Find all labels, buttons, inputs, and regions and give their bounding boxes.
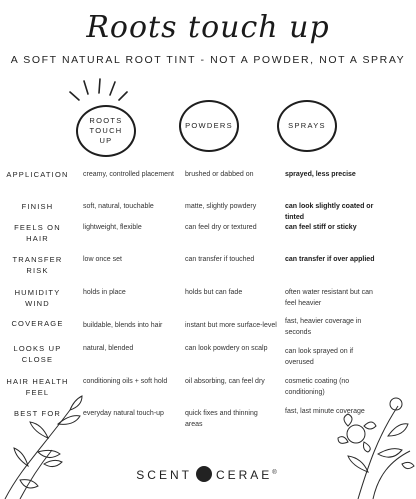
column-header-line: ROOTS bbox=[89, 116, 123, 125]
column-header-line: POWDERS bbox=[185, 121, 233, 130]
column-header-sprays bbox=[277, 100, 337, 152]
cell-powders: instant but more surface-level bbox=[185, 322, 277, 329]
cell-roots: conditioning oils + soft hold bbox=[83, 378, 168, 385]
cell-sprays: can feel stiff or sticky bbox=[285, 224, 357, 231]
cell-roots: lightweight, flexible bbox=[83, 224, 142, 231]
page-title: Roots touch up bbox=[86, 10, 330, 45]
registered-mark: ® bbox=[272, 470, 280, 477]
cell-powders: quick fixes and thinning areas bbox=[185, 410, 258, 428]
column-header-line: TOUCH bbox=[89, 126, 123, 135]
cell-sprays: can transfer if over applied bbox=[285, 256, 375, 263]
cell-sprays: can look slightly coated or tinted bbox=[285, 203, 374, 221]
cell-sprays: cosmetic coating (no conditioning) bbox=[285, 378, 350, 396]
cell-powders: matte, slightly powdery bbox=[185, 203, 257, 210]
cell-powders: brushed or dabbed on bbox=[185, 171, 254, 178]
row-label-hair-health-feel: HAIR HEALTH FEEL bbox=[6, 377, 69, 397]
cell-powders: can feel dry or textured bbox=[185, 224, 257, 231]
row-label-application: APPLICATION bbox=[6, 170, 69, 179]
cell-roots: buildable, blends into hair bbox=[83, 322, 163, 329]
cell-roots: soft, natural, touchable bbox=[83, 203, 154, 210]
sparkle-rays-icon bbox=[62, 78, 132, 108]
row-label-best-for: BEST FOR bbox=[14, 409, 61, 418]
row-label-finish: FINISH bbox=[21, 202, 54, 211]
cell-powders: holds but can fade bbox=[185, 289, 243, 296]
brand-name-left: SCENT bbox=[136, 468, 192, 483]
row-label-feels-on-hair: FEELS ON HAIR bbox=[14, 223, 61, 243]
cell-sprays: can look sprayed on if overused bbox=[285, 348, 354, 366]
column-header-roots-touch-up bbox=[76, 105, 136, 157]
row-label-humidity-wind: HUMIDITY WIND bbox=[14, 288, 61, 308]
brand-name-right: CERAE bbox=[215, 468, 273, 483]
brand-mark-icon bbox=[196, 466, 212, 482]
cell-roots: creamy, controlled placement bbox=[83, 171, 174, 178]
row-label-transfer-risk: TRANSFER RISK bbox=[12, 255, 63, 275]
cell-powders: can transfer if touched bbox=[185, 256, 255, 263]
cell-sprays: sprayed, less precise bbox=[285, 171, 356, 178]
row-label-coverage: COVERAGE bbox=[11, 319, 64, 328]
cell-roots: low once set bbox=[83, 256, 122, 263]
cell-roots: holds in place bbox=[83, 289, 126, 296]
cell-powders: can look powdery on scalp bbox=[185, 345, 268, 352]
row-label-looks-up-close: LOOKS UP CLOSE bbox=[13, 344, 62, 364]
cell-roots: everyday natural touch-up bbox=[83, 410, 164, 417]
cell-sprays: fast, heavier coverage in seconds bbox=[285, 318, 362, 336]
column-header-line: SPRAYS bbox=[288, 121, 326, 130]
cell-sprays: often water resistant but can feel heavier bbox=[285, 289, 373, 307]
brand-logo bbox=[0, 468, 416, 484]
column-header-powders bbox=[179, 100, 239, 152]
cell-roots: natural, blended bbox=[83, 345, 134, 352]
page-subtitle: A SOFT NATURAL ROOT TINT - NOT A POWDER, NOT A SPRAY bbox=[10, 54, 406, 66]
cell-powders: oil absorbing, can feel dry bbox=[185, 378, 265, 385]
column-header-line: UP bbox=[99, 136, 113, 145]
cell-sprays: fast, last minute coverage bbox=[285, 408, 365, 415]
